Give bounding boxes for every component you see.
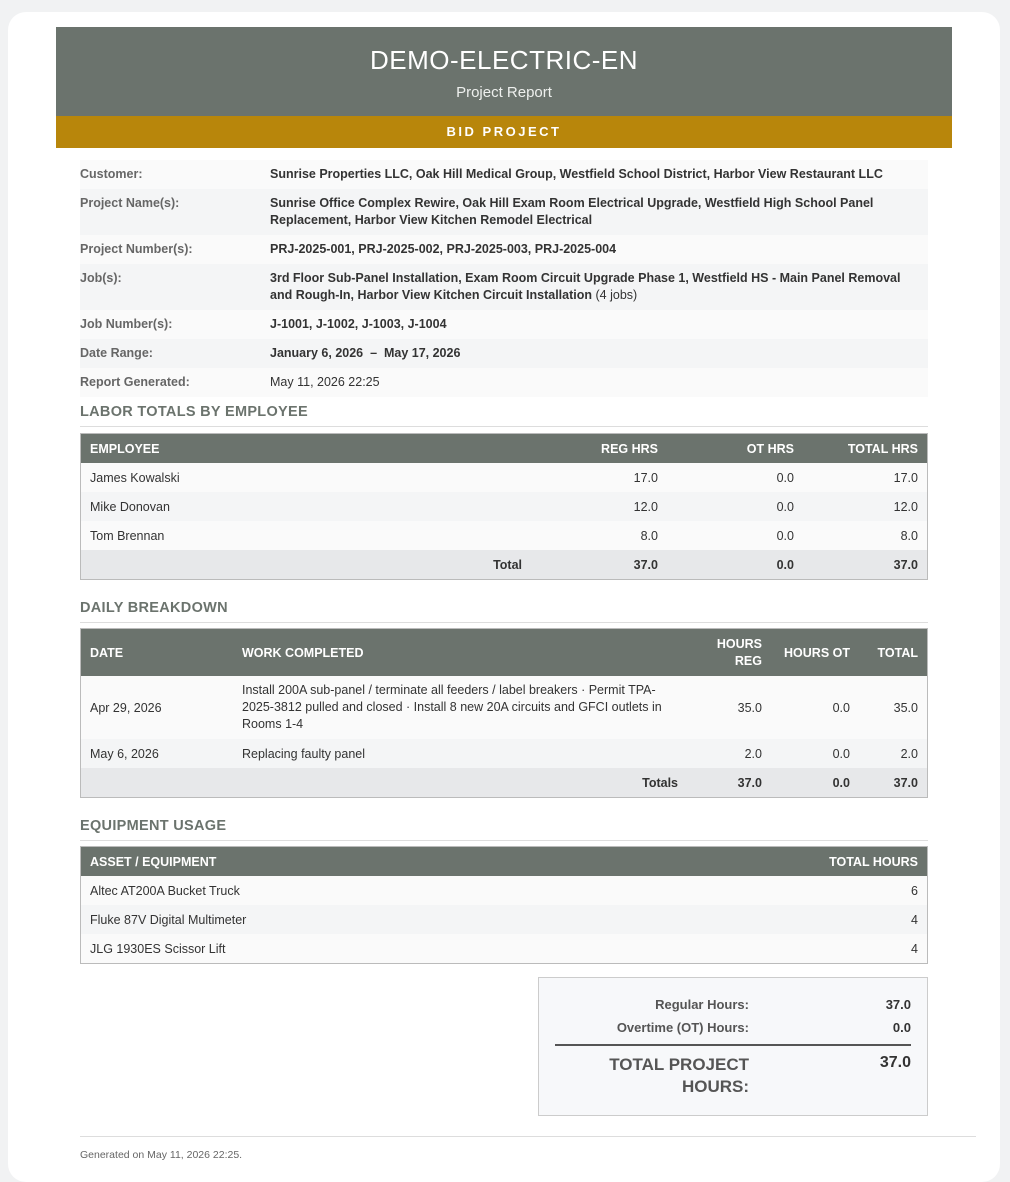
total-label: Total	[81, 550, 532, 580]
hours-ot: 0.0	[771, 676, 859, 739]
footer-divider	[80, 1136, 976, 1137]
col-reg-hrs: REG HRS	[531, 434, 667, 464]
info-label: Project Number(s):	[80, 235, 270, 264]
totals-ot: 0.0	[771, 768, 859, 798]
equipment-section-title: EQUIPMENT USAGE	[80, 818, 928, 841]
col-total-hours: TOTAL HOURS	[605, 847, 927, 877]
col-asset: ASSET / EQUIPMENT	[81, 847, 606, 877]
totals-label: Totals	[233, 768, 687, 798]
info-label: Customer:	[80, 160, 270, 189]
info-row-generated	[80, 368, 928, 397]
ot-hrs: 0.0	[667, 463, 803, 492]
report-header	[56, 27, 952, 116]
work-description: Replacing faulty panel	[233, 739, 687, 768]
table-row	[81, 521, 928, 550]
info-row-projects	[80, 189, 928, 235]
table-row	[81, 905, 928, 934]
info-row-project-numbers	[80, 235, 928, 264]
regular-hours-value: 37.0	[885, 997, 911, 1012]
total-hrs: 8.0	[803, 521, 928, 550]
total-total-hrs: 37.0	[803, 550, 928, 580]
asset-name: Fluke 87V Digital Multimeter	[81, 905, 606, 934]
info-project-numbers: PRJ-2025-001, PRJ-2025-002, PRJ-2025-003, PRJ-2025-004	[270, 235, 928, 264]
info-label: Report Generated:	[80, 368, 270, 397]
asset-hours: 6	[605, 876, 927, 905]
ot-hrs: 0.0	[667, 492, 803, 521]
info-row-customer	[80, 160, 928, 189]
table-row	[81, 676, 928, 739]
col-hours-reg: HOURS REG	[687, 629, 771, 677]
employee-name: James Kowalski	[81, 463, 532, 492]
hours-summary-box	[538, 977, 928, 1116]
info-label: Project Name(s):	[80, 189, 270, 235]
employee-name: Tom Brennan	[81, 521, 532, 550]
reg-hrs: 17.0	[531, 463, 667, 492]
hours-reg: 2.0	[687, 739, 771, 768]
hours-ot: 0.0	[771, 739, 859, 768]
total-hrs: 17.0	[803, 463, 928, 492]
totals-total: 37.0	[859, 768, 928, 798]
labor-total-row	[81, 550, 928, 580]
work-description: Install 200A sub-panel / terminate all feeders / label breakers · Permit TPA-2025-3812 pulled and closed · Install 8 new 20A circuits and GFCI outlets in Rooms 1-4	[233, 676, 687, 739]
employee-name: Mike Donovan	[81, 492, 532, 521]
work-date: May 6, 2026	[81, 739, 234, 768]
asset-name: JLG 1930ES Scissor Lift	[81, 934, 606, 964]
report-subtitle: Project Report	[456, 84, 552, 101]
ot-hours-label: Overtime (OT) Hours:	[616, 1020, 749, 1035]
work-date: Apr 29, 2026	[81, 676, 234, 739]
info-customer: Sunrise Properties LLC, Oak Hill Medical Group, Westfield School District, Harbor View Restaurant LLC	[270, 160, 928, 189]
reg-hrs: 8.0	[531, 521, 667, 550]
col-employee: EMPLOYEE	[81, 434, 532, 464]
info-label: Job(s):	[80, 264, 270, 310]
labor-table	[80, 433, 928, 580]
ot-hrs: 0.0	[667, 521, 803, 550]
asset-name: Altec AT200A Bucket Truck	[81, 876, 606, 905]
info-label: Date Range:	[80, 339, 270, 368]
total-reg-hrs: 37.0	[531, 550, 667, 580]
daily-total-row	[81, 768, 928, 798]
col-hours-ot: HOURS OT	[771, 629, 859, 677]
info-generated: May 11, 2026 22:25	[270, 368, 928, 397]
company-name: DEMO-ELECTRIC-EN	[369, 45, 638, 75]
col-date: DATE	[81, 629, 234, 677]
hours-reg: 35.0	[687, 676, 771, 739]
info-row-date-range	[80, 339, 928, 368]
labor-section-title: LABOR TOTALS BY EMPLOYEE	[80, 404, 928, 427]
table-row	[81, 739, 928, 768]
info-row-jobs	[80, 264, 928, 310]
col-work-completed: WORK COMPLETED	[233, 629, 687, 677]
col-total: TOTAL	[859, 629, 928, 677]
info-row-job-numbers	[80, 310, 928, 339]
project-type-banner: BID PROJECT	[56, 116, 952, 148]
reg-hrs: 12.0	[531, 492, 667, 521]
info-job-numbers: J-1001, J-1002, J-1003, J-1004	[270, 310, 928, 339]
info-projects: Sunrise Office Complex Rewire, Oak Hill Exam Room Electrical Upgrade, Westfield High School Panel Replacement, Harbor View Kitchen Remodel Electrical	[270, 189, 928, 235]
table-row	[81, 934, 928, 964]
col-ot-hrs: OT HRS	[667, 434, 803, 464]
equipment-table	[80, 846, 928, 964]
table-row	[81, 463, 928, 492]
equipment-header-row	[81, 847, 928, 877]
regular-hours-label: Regular Hours:	[655, 997, 749, 1012]
info-label: Job Number(s):	[80, 310, 270, 339]
total-hrs: 12.0	[803, 492, 928, 521]
col-total-hrs: TOTAL HRS	[803, 434, 928, 464]
daily-table	[80, 628, 928, 798]
daily-header-row	[81, 629, 928, 677]
total-project-hours-label: TOTAL PROJECT HOURS:	[609, 1055, 749, 1096]
daily-section-title: DAILY BREAKDOWN	[80, 600, 928, 623]
table-row	[81, 492, 928, 521]
footer-text: Generated on May 11, 2026 22:25.	[80, 1149, 243, 1161]
total-ot-hrs: 0.0	[667, 550, 803, 580]
labor-header-row	[81, 434, 928, 464]
asset-hours: 4	[605, 934, 927, 964]
summary-divider	[555, 1044, 911, 1046]
info-jobs	[270, 264, 928, 310]
table-row	[81, 876, 928, 905]
totals-reg: 37.0	[687, 768, 771, 798]
asset-hours: 4	[605, 905, 927, 934]
project-info-table	[80, 160, 928, 397]
ot-hours-value: 0.0	[892, 1020, 911, 1035]
hours-total: 35.0	[859, 676, 928, 739]
jobs-count: (4 jobs)	[595, 288, 638, 302]
total-project-hours-value: 37.0	[879, 1054, 911, 1071]
jobs-list: 3rd Floor Sub-Panel Installation, Exam Room Circuit Upgrade Phase 1, Westfield HS - Main Panel Removal and Rough-In, Harbor View Kitchen Circuit Installation	[270, 271, 901, 302]
info-date-range: January 6, 2026 – May 17, 2026	[270, 339, 928, 368]
hours-total: 2.0	[859, 739, 928, 768]
